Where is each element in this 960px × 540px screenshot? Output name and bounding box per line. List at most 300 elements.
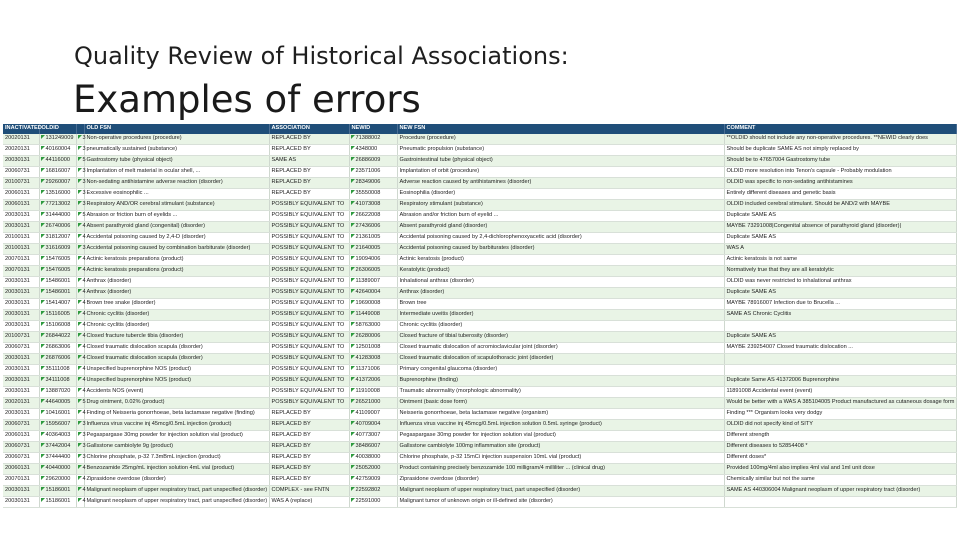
table-cell-comment[interactable]: MAYBE 73291008|Congenital absence of parathyroid gland (disorder)| xyxy=(724,222,956,233)
table-cell-flag[interactable] xyxy=(76,134,84,145)
table-cell-oldid[interactable] xyxy=(39,244,76,255)
table-cell-flag[interactable] xyxy=(76,321,84,332)
table-row[interactable] xyxy=(3,321,956,332)
table-cell-oldid[interactable] xyxy=(39,387,76,398)
table-cell-association[interactable]: POSSIBLY EQUIVALENT TO xyxy=(269,332,349,343)
table-cell-new-fsn[interactable]: Absent parathyroid gland (disorder) xyxy=(397,222,724,233)
table-cell-newid[interactable] xyxy=(349,156,397,167)
table-row[interactable] xyxy=(3,332,956,343)
table-cell-association[interactable]: POSSIBLY EQUIVALENT TO xyxy=(269,299,349,310)
table-cell-flag[interactable] xyxy=(76,431,84,442)
table-cell-newid[interactable] xyxy=(349,420,397,431)
table-cell-oldid[interactable] xyxy=(39,178,76,189)
table-cell-new-fsn[interactable]: Product containing precisely benzozamide 100 milligram/4 milliliter ... (clinical drug) xyxy=(397,464,724,475)
table-cell-association[interactable]: POSSIBLY EQUIVALENT TO xyxy=(269,365,349,376)
table-cell-association[interactable]: POSSIBLY EQUIVALENT TO xyxy=(269,398,349,409)
table-cell-inactivated[interactable]: 20060731 xyxy=(3,442,39,453)
table-row[interactable] xyxy=(3,387,956,398)
table-cell-comment[interactable]: Chemically similar but not the same xyxy=(724,475,956,486)
table-cell-inactivated[interactable]: 20060731 xyxy=(3,453,39,464)
table-cell-comment[interactable] xyxy=(724,321,956,332)
table-cell-flag[interactable] xyxy=(76,442,84,453)
table-cell-comment[interactable]: Provided 100mg/4ml also implies 4ml vial and 1ml unit dose xyxy=(724,464,956,475)
table-cell-inactivated[interactable]: 20030131 xyxy=(3,387,39,398)
table-row[interactable] xyxy=(3,200,956,211)
table-cell-new-fsn[interactable]: Actinic keratosis (product) xyxy=(397,255,724,266)
table-cell-newid[interactable] xyxy=(349,244,397,255)
table-cell-old-fsn[interactable]: Closed traumatic dislocation scapula (disorder) xyxy=(84,354,269,365)
table-cell-association[interactable]: REPLACED BY xyxy=(269,134,349,145)
table-row[interactable] xyxy=(3,233,956,244)
table-cell-inactivated[interactable]: 20030131 xyxy=(3,277,39,288)
table-cell-new-fsn[interactable]: Chronic cyclitis (disorder) xyxy=(397,321,724,332)
table-cell-old-fsn[interactable]: Accidental poisoning caused by 2,4-D (disorder) xyxy=(84,233,269,244)
table-cell-association[interactable]: COMPLEX - see FNTN xyxy=(269,486,349,497)
table-cell-new-fsn[interactable]: Ziprasidone overdose (disorder) xyxy=(397,475,724,486)
table-cell-oldid[interactable] xyxy=(39,255,76,266)
table-cell-new-fsn[interactable]: Pegaspargase 30mg powder for injection solution vial (product) xyxy=(397,431,724,442)
table-cell-comment[interactable] xyxy=(724,497,956,508)
table-cell-new-fsn[interactable]: Gastrointestinal tube (physical object) xyxy=(397,156,724,167)
table-cell-old-fsn[interactable]: Chronic cyclitis (disorder) xyxy=(84,310,269,321)
table-cell-newid[interactable] xyxy=(349,277,397,288)
table-cell-newid[interactable] xyxy=(349,134,397,145)
table-cell-flag[interactable] xyxy=(76,310,84,321)
table-cell-oldid[interactable] xyxy=(39,200,76,211)
table-cell-newid[interactable] xyxy=(349,431,397,442)
table-cell-association[interactable]: REPLACED BY xyxy=(269,442,349,453)
table-cell-association[interactable]: REPLACED BY xyxy=(269,167,349,178)
table-cell-comment[interactable]: 11891008 Accidental event (event) xyxy=(724,387,956,398)
table-row[interactable] xyxy=(3,211,956,222)
table-cell-association[interactable]: POSSIBLY EQUIVALENT TO xyxy=(269,211,349,222)
table-cell-old-fsn[interactable]: Actinic keratosis preparations (product) xyxy=(84,266,269,277)
table-row[interactable] xyxy=(3,266,956,277)
table-cell-comment[interactable]: Finding *** Organism looks very dodgy xyxy=(724,409,956,420)
table-cell-inactivated[interactable]: 20060131 xyxy=(3,189,39,200)
column-header-comment[interactable]: COMMENT xyxy=(724,124,956,134)
table-cell-flag[interactable] xyxy=(76,277,84,288)
table-cell-newid[interactable] xyxy=(349,365,397,376)
table-cell-oldid[interactable] xyxy=(39,145,76,156)
table-cell-new-fsn[interactable]: Malignant tumor of unknown origin or ill-defined site (disorder) xyxy=(397,497,724,508)
table-cell-inactivated[interactable]: 20100731 xyxy=(3,332,39,343)
table-cell-flag[interactable] xyxy=(76,398,84,409)
table-cell-oldid[interactable] xyxy=(39,464,76,475)
table-cell-association[interactable]: POSSIBLY EQUIVALENT TO xyxy=(269,354,349,365)
column-header-newid[interactable]: NEWID xyxy=(349,124,397,134)
table-cell-new-fsn[interactable]: Closed traumatic dislocation of acromioclavicular joint (disorder) xyxy=(397,343,724,354)
table-cell-comment[interactable]: Different diseases to 52854408 * xyxy=(724,442,956,453)
table-cell-old-fsn[interactable]: Closed traumatic dislocation scapula (disorder) xyxy=(84,343,269,354)
table-cell-inactivated[interactable]: 20060731 xyxy=(3,167,39,178)
table-cell-old-fsn[interactable]: Absent parathyroid gland (congenital) (disorder) xyxy=(84,222,269,233)
table-cell-comment[interactable]: Duplicate Same AS 41372006 Buprenorphine xyxy=(724,376,956,387)
table-cell-association[interactable]: POSSIBLY EQUIVALENT TO xyxy=(269,266,349,277)
table-cell-old-fsn[interactable]: Gallsstone cambiolyte 9g (product) xyxy=(84,442,269,453)
table-cell-newid[interactable] xyxy=(349,321,397,332)
table-row[interactable] xyxy=(3,486,956,497)
table-row[interactable] xyxy=(3,310,956,321)
table-cell-flag[interactable] xyxy=(76,156,84,167)
table-cell-inactivated[interactable]: 20060731 xyxy=(3,420,39,431)
table-cell-inactivated[interactable]: 20020131 xyxy=(3,145,39,156)
table-cell-flag[interactable] xyxy=(76,288,84,299)
table-cell-newid[interactable] xyxy=(349,453,397,464)
table-cell-newid[interactable] xyxy=(349,288,397,299)
table-cell-flag[interactable] xyxy=(76,365,84,376)
table-cell-old-fsn[interactable]: Unspecified buprenorphine NOS (product) xyxy=(84,376,269,387)
table-cell-old-fsn[interactable]: Closed fracture tubercle tibia (disorder) xyxy=(84,332,269,343)
table-cell-association[interactable]: REPLACED BY xyxy=(269,453,349,464)
table-cell-comment[interactable]: Duplicate SAME AS xyxy=(724,233,956,244)
table-cell-newid[interactable] xyxy=(349,343,397,354)
table-cell-flag[interactable] xyxy=(76,178,84,189)
table-cell-newid[interactable] xyxy=(349,145,397,156)
table-row[interactable] xyxy=(3,453,956,464)
table-cell-old-fsn[interactable]: Actinic keratosis preparations (product) xyxy=(84,255,269,266)
table-cell-oldid[interactable] xyxy=(39,299,76,310)
table-cell-association[interactable]: REPLACED BY xyxy=(269,409,349,420)
table-cell-inactivated[interactable]: 20070131 xyxy=(3,475,39,486)
table-cell-newid[interactable] xyxy=(349,332,397,343)
table-row[interactable] xyxy=(3,475,956,486)
table-cell-oldid[interactable] xyxy=(39,420,76,431)
table-cell-flag[interactable] xyxy=(76,475,84,486)
table-cell-old-fsn[interactable]: Excessive eosinophilic ... xyxy=(84,189,269,200)
table-cell-newid[interactable] xyxy=(349,409,397,420)
table-cell-comment[interactable]: SAME AS 440306004 Malignant neoplasm of upper respiratory tract (disorder) xyxy=(724,486,956,497)
table-cell-new-fsn[interactable]: Brown tree xyxy=(397,299,724,310)
table-cell-oldid[interactable] xyxy=(39,167,76,178)
table-cell-inactivated[interactable]: 20070131 xyxy=(3,266,39,277)
table-cell-oldid[interactable] xyxy=(39,453,76,464)
table-cell-inactivated[interactable]: 20020131 xyxy=(3,134,39,145)
table-cell-newid[interactable] xyxy=(349,200,397,211)
table-cell-inactivated[interactable]: 20100131 xyxy=(3,244,39,255)
table-cell-association[interactable]: POSSIBLY EQUIVALENT TO xyxy=(269,222,349,233)
table-cell-old-fsn[interactable]: Non-sedating antihistamine adverse reaction (disorder) xyxy=(84,178,269,189)
table-cell-association[interactable]: POSSIBLY EQUIVALENT TO xyxy=(269,200,349,211)
table-cell-old-fsn[interactable]: pneumatically sustained (substance) xyxy=(84,145,269,156)
table-cell-new-fsn[interactable]: Implantation of orbit (procedure) xyxy=(397,167,724,178)
table-cell-newid[interactable] xyxy=(349,354,397,365)
table-row[interactable] xyxy=(3,255,956,266)
table-cell-comment[interactable]: Duplicate SAME AS xyxy=(724,332,956,343)
table-cell-oldid[interactable] xyxy=(39,409,76,420)
table-cell-inactivated[interactable]: 20030131 xyxy=(3,156,39,167)
table-cell-new-fsn[interactable]: Respiratory stimulant (substance) xyxy=(397,200,724,211)
table-row[interactable] xyxy=(3,398,956,409)
table-cell-new-fsn[interactable]: Intermediate uveitis (disorder) xyxy=(397,310,724,321)
table-cell-newid[interactable] xyxy=(349,167,397,178)
table-cell-flag[interactable] xyxy=(76,486,84,497)
table-cell-old-fsn[interactable]: Finding of Neisseria gonorrhoeae, beta lactamase negative (finding) xyxy=(84,409,269,420)
table-row[interactable] xyxy=(3,222,956,233)
table-cell-association[interactable]: REPLACED BY xyxy=(269,178,349,189)
table-cell-new-fsn[interactable]: Closed traumatic dislocation of scapulothoracic joint (disorder) xyxy=(397,354,724,365)
table-cell-oldid[interactable] xyxy=(39,497,76,508)
table-cell-inactivated[interactable]: 20030131 xyxy=(3,409,39,420)
table-cell-association[interactable]: POSSIBLY EQUIVALENT TO xyxy=(269,310,349,321)
table-cell-flag[interactable] xyxy=(76,244,84,255)
table-cell-comment[interactable]: WAS A xyxy=(724,244,956,255)
column-header-oldid[interactable]: OLDID xyxy=(39,124,76,134)
table-cell-flag[interactable] xyxy=(76,189,84,200)
table-cell-new-fsn[interactable]: Chlorine phosphate, p-32 15mCi injection suspension 10mL vial (product) xyxy=(397,453,724,464)
table-cell-oldid[interactable] xyxy=(39,365,76,376)
table-cell-flag[interactable] xyxy=(76,343,84,354)
table-cell-association[interactable]: REPLACED BY xyxy=(269,189,349,200)
table-cell-newid[interactable] xyxy=(349,486,397,497)
table-cell-comment[interactable]: MAYBE 78916007 Infection due to Brucella ... xyxy=(724,299,956,310)
table-row[interactable] xyxy=(3,343,956,354)
table-cell-inactivated[interactable]: 20100731 xyxy=(3,178,39,189)
table-cell-inactivated[interactable]: 20030131 xyxy=(3,288,39,299)
table-cell-old-fsn[interactable]: Drug ointment, 0.02% (product) xyxy=(84,398,269,409)
table-cell-inactivated[interactable]: 20030131 xyxy=(3,376,39,387)
table-cell-new-fsn[interactable]: Eosinophilia (disorder) xyxy=(397,189,724,200)
table-cell-oldid[interactable] xyxy=(39,233,76,244)
table-row[interactable] xyxy=(3,365,956,376)
table-cell-association[interactable]: POSSIBLY EQUIVALENT TO xyxy=(269,321,349,332)
table-row[interactable] xyxy=(3,464,956,475)
table-cell-association[interactable]: WAS A (replace) xyxy=(269,497,349,508)
table-cell-comment[interactable]: Should be duplicate SAME AS not simply replaced by xyxy=(724,145,956,156)
table-cell-oldid[interactable] xyxy=(39,266,76,277)
table-row[interactable] xyxy=(3,409,956,420)
table-cell-oldid[interactable] xyxy=(39,332,76,343)
table-cell-association[interactable]: POSSIBLY EQUIVALENT TO xyxy=(269,233,349,244)
table-cell-flag[interactable] xyxy=(76,497,84,508)
table-cell-association[interactable]: REPLACED BY xyxy=(269,420,349,431)
table-cell-newid[interactable] xyxy=(349,189,397,200)
table-cell-flag[interactable] xyxy=(76,211,84,222)
table-row[interactable] xyxy=(3,376,956,387)
table-cell-newid[interactable] xyxy=(349,398,397,409)
table-cell-comment[interactable]: OLDID did not specify kind of SITY xyxy=(724,420,956,431)
column-header-association[interactable]: ASSOCIATION xyxy=(269,124,349,134)
table-cell-oldid[interactable] xyxy=(39,486,76,497)
table-cell-flag[interactable] xyxy=(76,167,84,178)
table-cell-oldid[interactable] xyxy=(39,211,76,222)
table-cell-flag[interactable] xyxy=(76,409,84,420)
table-cell-inactivated[interactable]: 20030131 xyxy=(3,299,39,310)
table-cell-oldid[interactable] xyxy=(39,288,76,299)
table-cell-new-fsn[interactable]: Traumatic abnormality (morphologic abnormality) xyxy=(397,387,724,398)
table-cell-new-fsn[interactable]: Abrasion and/or friction burn of eyelid ... xyxy=(397,211,724,222)
table-cell-inactivated[interactable]: 20030131 xyxy=(3,310,39,321)
table-cell-old-fsn[interactable]: Non-operative procedures (procedure) xyxy=(84,134,269,145)
table-cell-oldid[interactable] xyxy=(39,398,76,409)
table-cell-old-fsn[interactable]: Ziprasidone overdose (disorder) xyxy=(84,475,269,486)
table-cell-newid[interactable] xyxy=(349,211,397,222)
table-cell-newid[interactable] xyxy=(349,266,397,277)
table-cell-oldid[interactable] xyxy=(39,321,76,332)
table-cell-comment[interactable] xyxy=(724,365,956,376)
table-cell-newid[interactable] xyxy=(349,387,397,398)
table-cell-comment[interactable]: OLDID included cerebral stimulant. Should be AND/2 with MAYBE xyxy=(724,200,956,211)
table-cell-flag[interactable] xyxy=(76,376,84,387)
table-cell-new-fsn[interactable]: Primary congenital glaucoma (disorder) xyxy=(397,365,724,376)
table-cell-new-fsn[interactable]: Influenza virus vaccine inj 45mcg/0.5mL injection solution 0.5mL syringe (product) xyxy=(397,420,724,431)
table-cell-inactivated[interactable]: 20030131 xyxy=(3,486,39,497)
table-cell-new-fsn[interactable]: Buprenorphine (finding) xyxy=(397,376,724,387)
table-cell-old-fsn[interactable]: Anthrax (disorder) xyxy=(84,277,269,288)
table-row[interactable] xyxy=(3,431,956,442)
table-cell-association[interactable]: POSSIBLY EQUIVALENT TO xyxy=(269,277,349,288)
table-cell-old-fsn[interactable]: Pegaspargase 30mg powder for injection solution vial (product) xyxy=(84,431,269,442)
table-cell-old-fsn[interactable]: Malignant neoplasm of upper respiratory tract, part unspecified (disorder) xyxy=(84,497,269,508)
table-row[interactable] xyxy=(3,420,956,431)
table-row[interactable] xyxy=(3,178,956,189)
column-header-old-fsn[interactable]: OLD FSN xyxy=(84,124,269,134)
table-cell-inactivated[interactable]: 20030131 xyxy=(3,354,39,365)
column-header-new-fsn[interactable]: NEW FSN xyxy=(397,124,724,134)
table-cell-flag[interactable] xyxy=(76,354,84,365)
table-cell-old-fsn[interactable]: Brown tree snake (disorder) xyxy=(84,299,269,310)
table-cell-flag[interactable] xyxy=(76,464,84,475)
table-cell-comment[interactable]: Entirely different diseases and genetic basis xyxy=(724,189,956,200)
table-cell-comment[interactable]: Different doses* xyxy=(724,453,956,464)
table-cell-flag[interactable] xyxy=(76,222,84,233)
table-cell-old-fsn[interactable]: Influenza virus vaccine inj 45mcg/0.5mL injection (product) xyxy=(84,420,269,431)
table-cell-oldid[interactable] xyxy=(39,310,76,321)
table-cell-old-fsn[interactable]: Abrasion or friction burn of eyelids ... xyxy=(84,211,269,222)
table-row[interactable] xyxy=(3,354,956,365)
table-cell-newid[interactable] xyxy=(349,376,397,387)
table-cell-new-fsn[interactable]: Ointment (basic dose form) xyxy=(397,398,724,409)
table-cell-association[interactable]: REPLACED BY xyxy=(269,475,349,486)
table-cell-comment[interactable]: OLDID was never restricted to inhalational anthrax xyxy=(724,277,956,288)
table-cell-comment[interactable]: Different strength xyxy=(724,431,956,442)
column-header-flag[interactable] xyxy=(76,124,84,134)
table-cell-comment[interactable]: OLDID was specific to non-sedating antihistamines xyxy=(724,178,956,189)
table-row[interactable] xyxy=(3,167,956,178)
table-cell-inactivated[interactable]: 20060131 xyxy=(3,464,39,475)
table-cell-newid[interactable] xyxy=(349,178,397,189)
table-cell-oldid[interactable] xyxy=(39,222,76,233)
table-cell-oldid[interactable] xyxy=(39,156,76,167)
table-cell-oldid[interactable] xyxy=(39,134,76,145)
table-row[interactable] xyxy=(3,156,956,167)
table-cell-newid[interactable] xyxy=(349,464,397,475)
table-cell-new-fsn[interactable]: Accidental poisoning caused by 2,4-dichlorophenoxyacetic acid (disorder) xyxy=(397,233,724,244)
table-cell-flag[interactable] xyxy=(76,453,84,464)
table-cell-comment[interactable]: Would be better with a WAS A 385104005 Product manufactured as cutaneous dosage form xyxy=(724,398,956,409)
table-cell-association[interactable]: POSSIBLY EQUIVALENT TO xyxy=(269,343,349,354)
column-header-inactivated[interactable]: INACTIVATED xyxy=(3,124,39,134)
table-cell-inactivated[interactable]: 20030131 xyxy=(3,222,39,233)
table-cell-oldid[interactable] xyxy=(39,475,76,486)
table-cell-oldid[interactable] xyxy=(39,376,76,387)
table-cell-comment[interactable]: Duplicate SAME AS xyxy=(724,288,956,299)
table-cell-comment[interactable] xyxy=(724,354,956,365)
table-cell-flag[interactable] xyxy=(76,299,84,310)
table-cell-newid[interactable] xyxy=(349,299,397,310)
table-cell-inactivated[interactable]: 20030131 xyxy=(3,321,39,332)
table-cell-oldid[interactable] xyxy=(39,189,76,200)
table-cell-comment[interactable]: Actinic keratosis is not same xyxy=(724,255,956,266)
table-cell-comment[interactable]: Normatively true that they are all keratolytic xyxy=(724,266,956,277)
table-cell-flag[interactable] xyxy=(76,145,84,156)
table-cell-flag[interactable] xyxy=(76,266,84,277)
table-cell-comment[interactable]: **OLDID should not include any non-operative procedures. **NEWID clearly does xyxy=(724,134,956,145)
table-row[interactable] xyxy=(3,145,956,156)
table-cell-new-fsn[interactable]: Closed fracture of tibial tuberosity (disorder) xyxy=(397,332,724,343)
table-cell-new-fsn[interactable]: Inhalational anthrax (disorder) xyxy=(397,277,724,288)
table-cell-newid[interactable] xyxy=(349,497,397,508)
table-cell-oldid[interactable] xyxy=(39,277,76,288)
table-cell-new-fsn[interactable]: Malignant neoplasm of upper respiratory tract, part unspecified (disorder) xyxy=(397,486,724,497)
table-cell-comment[interactable]: Should be to 47657004 Gastrostomy tube xyxy=(724,156,956,167)
table-cell-comment[interactable]: Duplicate SAME AS xyxy=(724,211,956,222)
table-row[interactable] xyxy=(3,442,956,453)
table-cell-flag[interactable] xyxy=(76,255,84,266)
table-cell-inactivated[interactable]: 20060131 xyxy=(3,200,39,211)
table-cell-flag[interactable] xyxy=(76,200,84,211)
table-cell-newid[interactable] xyxy=(349,233,397,244)
table-cell-old-fsn[interactable]: Accidental poisoning caused by combination barbiturate (disorder) xyxy=(84,244,269,255)
table-cell-comment[interactable]: MAYBE 239254007 Closed traumatic dislocation ... xyxy=(724,343,956,354)
table-cell-old-fsn[interactable]: Anthrax (disorder) xyxy=(84,288,269,299)
table-row[interactable] xyxy=(3,299,956,310)
table-cell-comment[interactable]: SAME AS Chronic Cyclitis xyxy=(724,310,956,321)
table-cell-flag[interactable] xyxy=(76,387,84,398)
table-cell-old-fsn[interactable]: Gastrostomy tube (physical object) xyxy=(84,156,269,167)
table-cell-old-fsn[interactable]: Chlorine phosphate, p-32 7.3mBmL injection (product) xyxy=(84,453,269,464)
table-cell-oldid[interactable] xyxy=(39,442,76,453)
table-cell-old-fsn[interactable]: Malignant neoplasm of upper respiratory tract, part unspecified (disorder) xyxy=(84,486,269,497)
table-cell-new-fsn[interactable]: Procedure (procedure) xyxy=(397,134,724,145)
table-cell-old-fsn[interactable]: Chronic cyclitis (disorder) xyxy=(84,321,269,332)
table-row[interactable] xyxy=(3,189,956,200)
table-cell-comment[interactable]: OLDID more resolution into Tenon's capsule - Probably modulation xyxy=(724,167,956,178)
table-row[interactable] xyxy=(3,497,956,508)
table-row[interactable] xyxy=(3,288,956,299)
table-row[interactable] xyxy=(3,277,956,288)
table-cell-association[interactable]: POSSIBLY EQUIVALENT TO xyxy=(269,387,349,398)
table-cell-association[interactable]: SAME AS xyxy=(269,156,349,167)
table-cell-old-fsn[interactable]: Implantation of melt material in ocular shell, ... xyxy=(84,167,269,178)
table-cell-old-fsn[interactable]: Benzozamide 25mg/mL injection solution 4mL vial (product) xyxy=(84,464,269,475)
table-cell-new-fsn[interactable]: Accidental poisoning caused by barbiturates (disorder) xyxy=(397,244,724,255)
table-cell-old-fsn[interactable]: Accidents NOS (event) xyxy=(84,387,269,398)
table-cell-flag[interactable] xyxy=(76,332,84,343)
table-cell-old-fsn[interactable]: Unspecified buprenorphine NOS (product) xyxy=(84,365,269,376)
table-cell-inactivated[interactable]: 20070131 xyxy=(3,255,39,266)
table-cell-inactivated[interactable]: 20030131 xyxy=(3,365,39,376)
table-cell-inactivated[interactable]: 20060731 xyxy=(3,343,39,354)
table-cell-new-fsn[interactable]: Pneumatic propulsion (substance) xyxy=(397,145,724,156)
table-cell-association[interactable]: POSSIBLY EQUIVALENT TO xyxy=(269,244,349,255)
table-cell-new-fsn[interactable]: Neisseria gonorrhoeae, beta lactamase negative (organism) xyxy=(397,409,724,420)
table-row[interactable] xyxy=(3,244,956,255)
table-cell-association[interactable]: REPLACED BY xyxy=(269,145,349,156)
table-cell-inactivated[interactable]: 20030131 xyxy=(3,497,39,508)
table-cell-new-fsn[interactable]: Anthrax (disorder) xyxy=(397,288,724,299)
table-cell-inactivated[interactable]: 20060131 xyxy=(3,431,39,442)
table-cell-new-fsn[interactable]: Gallsstone cambiolyte 100mg inflammation site (product) xyxy=(397,442,724,453)
table-cell-inactivated[interactable]: 20020131 xyxy=(3,398,39,409)
table-row[interactable] xyxy=(3,134,956,145)
table-cell-inactivated[interactable]: 20100131 xyxy=(3,233,39,244)
table-cell-association[interactable]: POSSIBLY EQUIVALENT TO xyxy=(269,288,349,299)
table-cell-flag[interactable] xyxy=(76,420,84,431)
table-cell-oldid[interactable] xyxy=(39,431,76,442)
table-cell-association[interactable]: POSSIBLY EQUIVALENT TO xyxy=(269,255,349,266)
table-cell-old-fsn[interactable]: Respiratory AND/OR cerebral stimulant (substance) xyxy=(84,200,269,211)
